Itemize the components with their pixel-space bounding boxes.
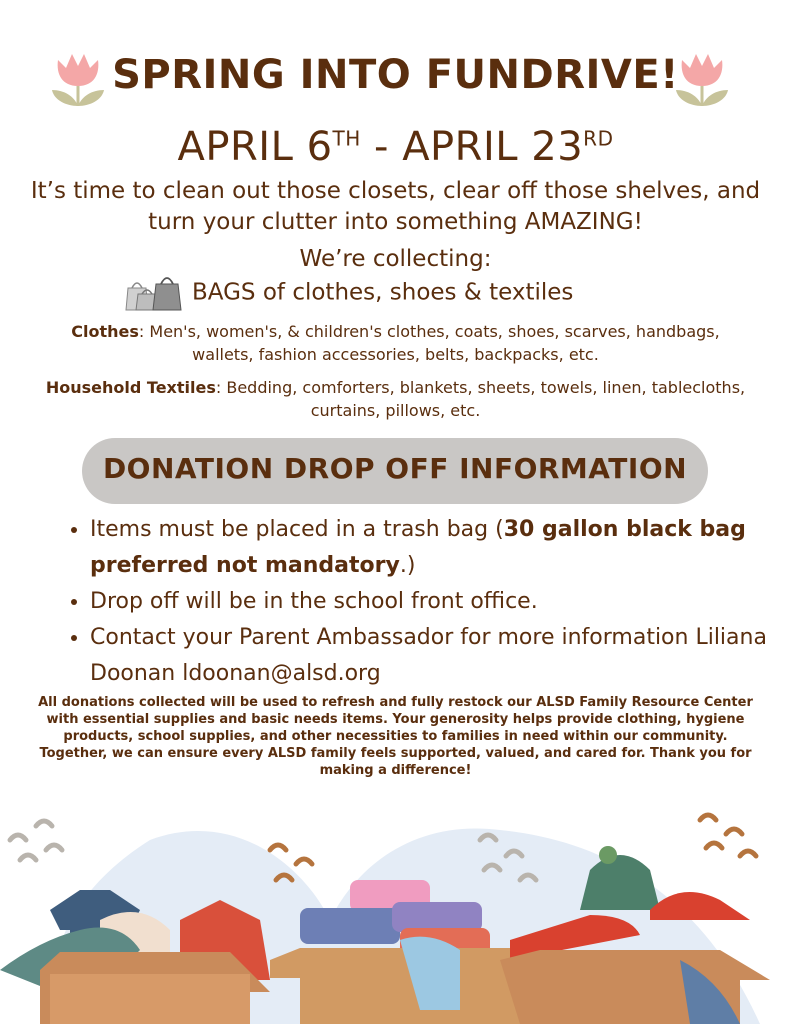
end-date-suffix: RD: [583, 126, 614, 151]
bullet-1-pre: Items must be placed in a trash bag (: [90, 517, 504, 542]
footer-text: [20, 694, 771, 779]
end-date: APRIL 23: [402, 124, 584, 170]
dropoff-heading: DONATION DROP OFF INFORMATION: [102, 452, 688, 485]
textiles-label: Household Textiles: [45, 378, 216, 397]
bullet-1-post: .): [399, 553, 416, 578]
bullet-front-office: • Drop off will be in the school front office.: [90, 584, 791, 620]
intro-text: It’s time to clean out those closets, clear off those shelves, and turn your clutter into something AMAZING!: [30, 178, 761, 235]
clothes-text: : Men's, women's, & children's clothes, coats, shoes, scarves, handbags, wallets, fashion accessories, belts, backpacks, etc.: [138, 322, 720, 364]
page-title: SPRING INTO FUNDRIVE!: [112, 52, 679, 98]
textiles-list: [40, 376, 751, 422]
clothes-list: [40, 320, 751, 366]
footer-para-2: Together, we can ensure every ALSD family feels supported, valued, and cared for. Thank you for making a difference!: [39, 746, 752, 778]
start-date: APRIL 6: [177, 124, 333, 170]
bullet-contact: • Contact your Parent Ambassador for more information Liliana Doonan ldoonan@alsd.org: [90, 620, 791, 692]
bags-text: BAGS of clothes, shoes & textiles: [192, 279, 574, 306]
textiles-text: : Bedding, comforters, blankets, sheets, towels, linen, tablecloths, curtains, pillows, etc.: [215, 378, 746, 420]
date-separator: -: [360, 124, 403, 170]
bullet-1-bold: 30 gallon black bag preferred not mandatory: [90, 517, 746, 578]
donation-boxes-illustration: [0, 800, 791, 1024]
bullet-trash-bag: [90, 512, 791, 584]
start-date-suffix: TH: [332, 126, 361, 151]
dropoff-bullets: [50, 512, 791, 692]
footer-para-1: All donations collected will be used to refresh and fully restock our ALSD Family Resource Center with essential supplies and basic needs items. Your generosity helps provide clothing, hygiene products, school supplies, and other necessities to families in need within our community.: [38, 695, 753, 744]
shopping-bags-icon: [120, 274, 184, 312]
clothes-label: Clothes: [71, 322, 139, 341]
collecting-bags: [120, 274, 680, 312]
collecting-heading: We’re collecting:: [299, 246, 492, 272]
date-range: [0, 124, 791, 170]
